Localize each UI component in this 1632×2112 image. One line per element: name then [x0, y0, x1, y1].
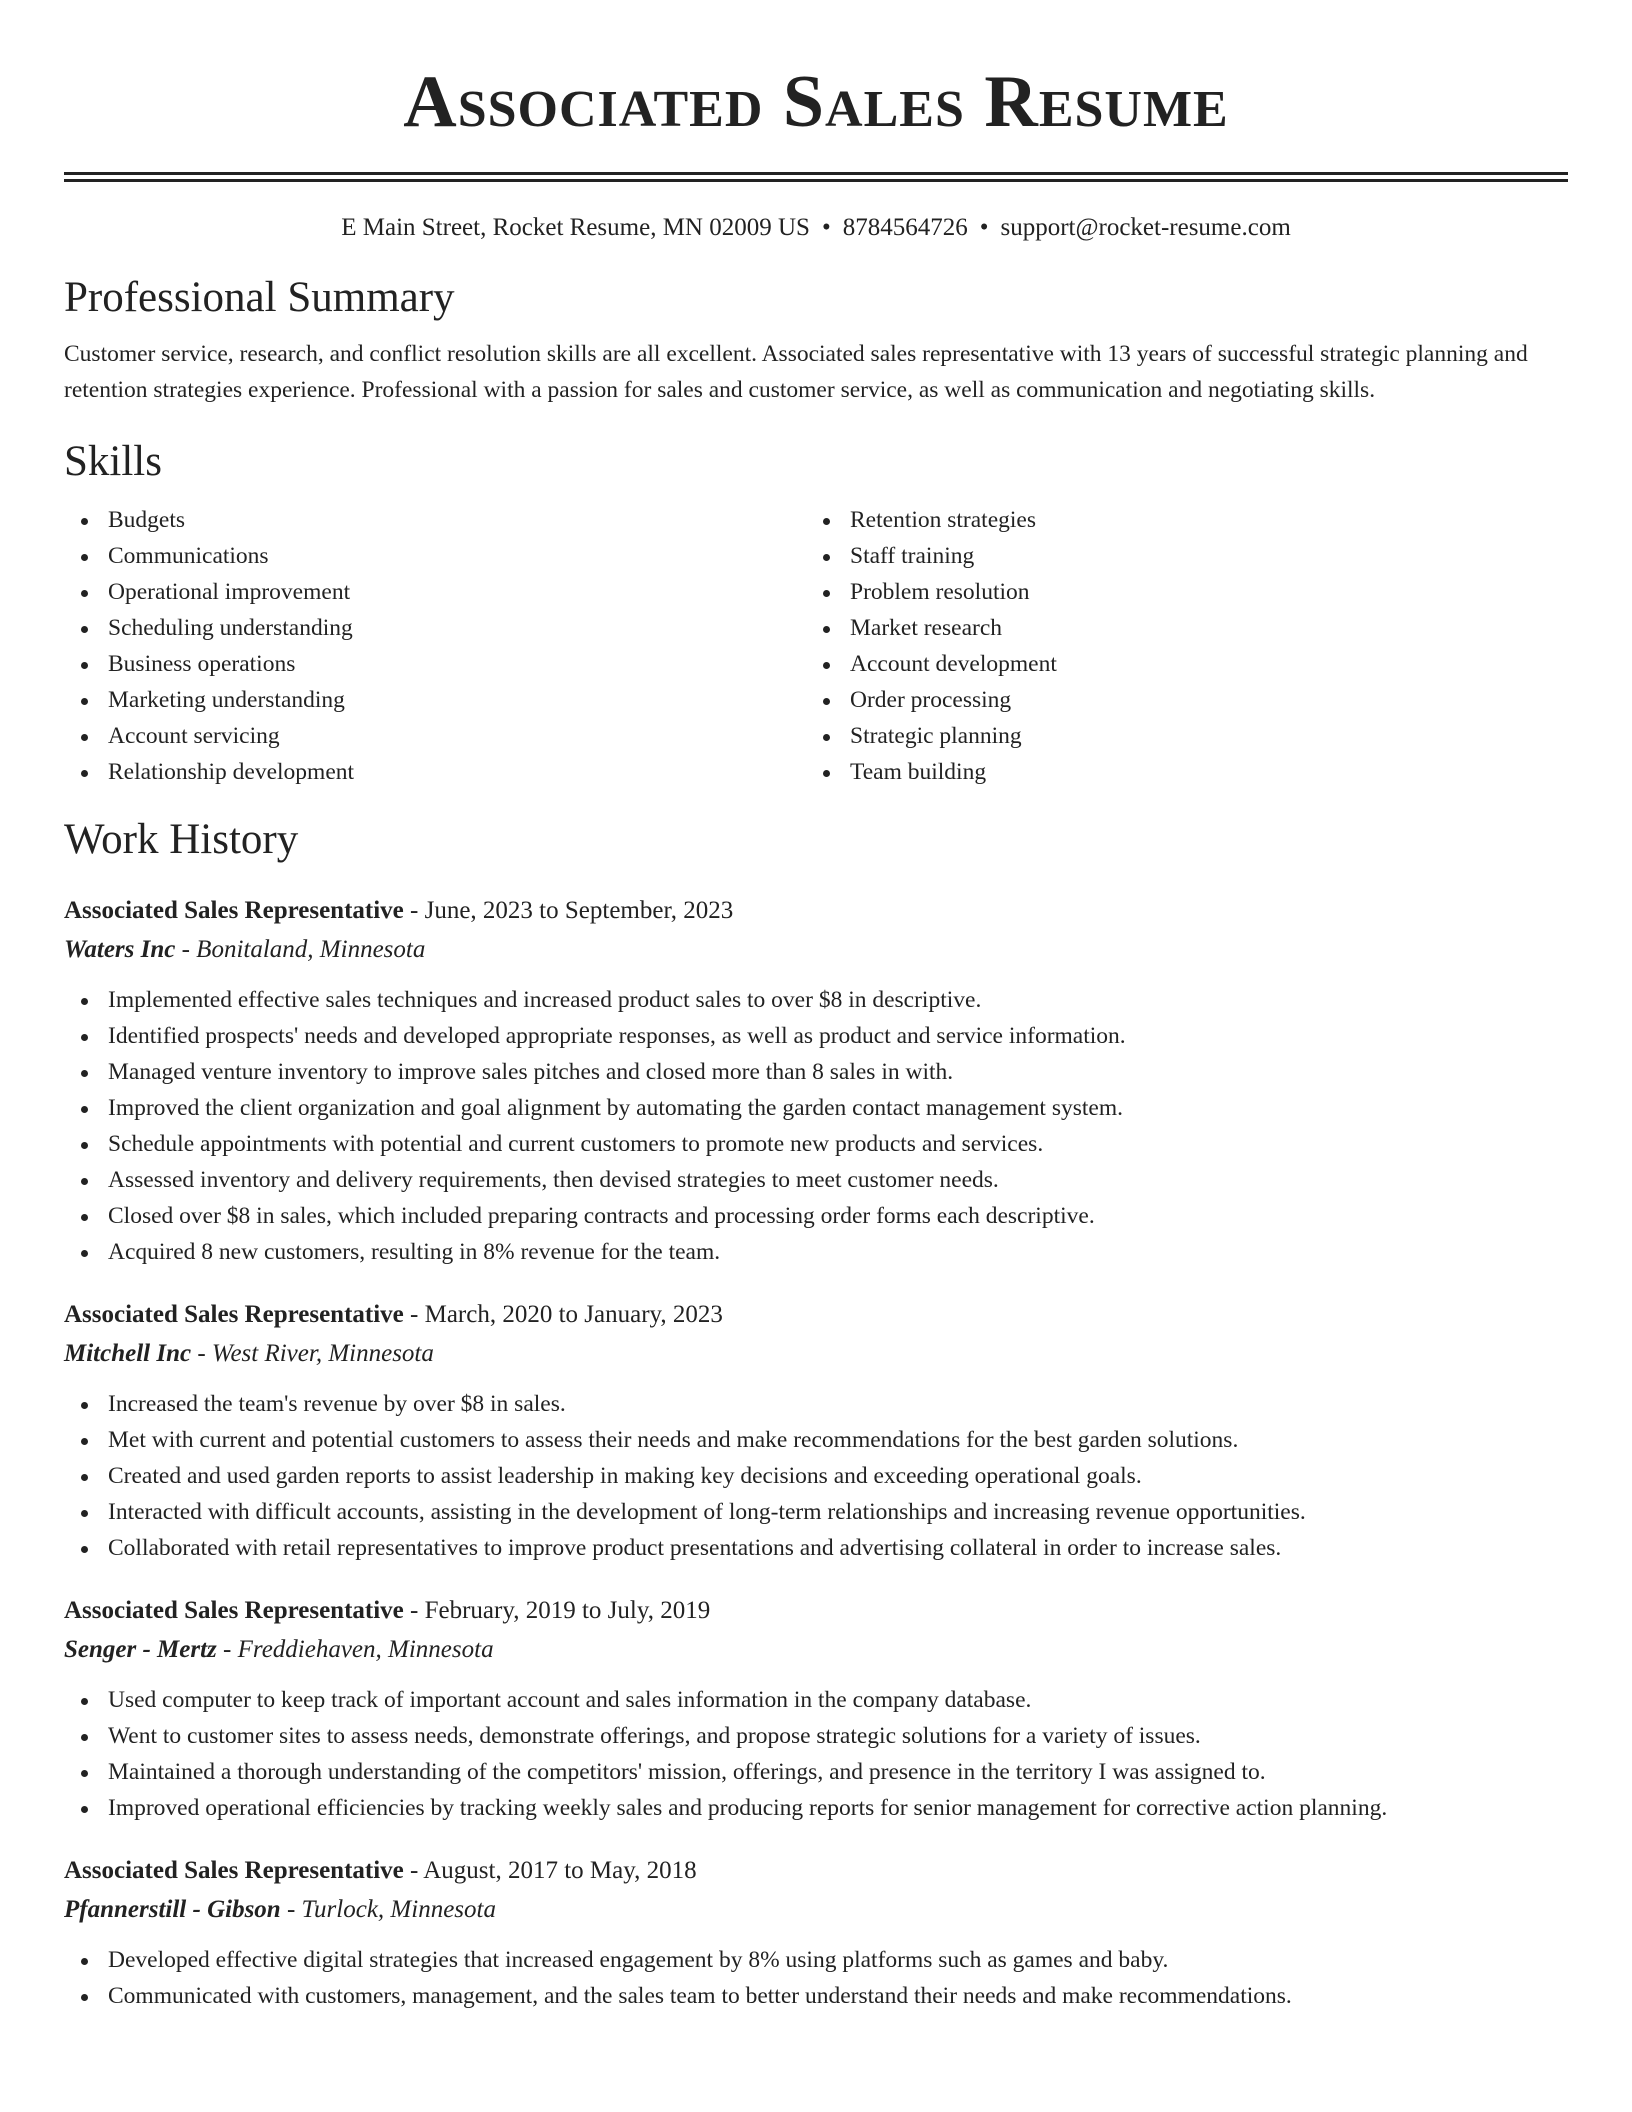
- job-bullet: Increased the team's revenue by over $8 in sales.: [64, 1386, 1568, 1422]
- job-bullet: Developed effective digital strategies that increased engagement by 8% using platforms such as games and baby.: [64, 1942, 1568, 1978]
- skill-item: Communications: [64, 538, 806, 574]
- skill-item: Relationship development: [64, 754, 806, 790]
- contact-phone: 8784564726: [842, 214, 968, 241]
- job-entry: [64, 1852, 1568, 2014]
- skill-item: Account servicing: [64, 718, 806, 754]
- skill-item: Operational improvement: [64, 574, 806, 610]
- job-bullet: Closed over $8 in sales, which included preparing contracts and processing order forms each descriptive.: [64, 1198, 1568, 1234]
- company-name: Pfannerstill - Gibson: [64, 1896, 281, 1923]
- job-bullet: Schedule appointments with potential and current customers to promote new products and services.: [64, 1126, 1568, 1162]
- job-dates: - June, 2023 to September, 2023: [403, 897, 734, 924]
- skill-item: Strategic planning: [806, 718, 1548, 754]
- job-bullet: Identified prospects' needs and developed appropriate responses, as well as product and service information.: [64, 1018, 1568, 1054]
- company-line: [64, 1334, 1568, 1374]
- skill-item: Account development: [806, 646, 1548, 682]
- summary-text: Customer service, research, and conflict resolution skills are all excellent. Associated sales representative with 13 years of successful strategic planning and retention strategies experience. Professional with a passion for sales and customer service, as well as communication and negotiating skills.: [64, 341, 1528, 403]
- company-line: [64, 930, 1568, 970]
- job-bullet: Improved the client organization and goal alignment by automating the garden contact management system.: [64, 1090, 1568, 1126]
- skill-item: Scheduling understanding: [64, 610, 806, 646]
- contact-address: E Main Street, Rocket Resume, MN 02009 US: [341, 214, 810, 241]
- skill-item: Team building: [806, 754, 1548, 790]
- job-bullet: Assessed inventory and delivery requirements, then devised strategies to meet customer needs.: [64, 1162, 1568, 1198]
- skill-item: Market research: [806, 610, 1548, 646]
- job-entry: [64, 892, 1568, 1270]
- resume-title: Associated Sales Resume: [403, 61, 1229, 143]
- job-bullet: Improved operational efficiencies by tracking weekly sales and producing reports for senior management for corrective action planning.: [64, 1790, 1568, 1826]
- company-location: - Bonitaland, Minnesota: [175, 936, 426, 963]
- company-location: - West River, Minnesota: [191, 1340, 434, 1367]
- job-title-line: [64, 1296, 1568, 1334]
- job-title: Associated Sales Representative: [64, 1857, 404, 1884]
- skill-item: Problem resolution: [806, 574, 1548, 610]
- skill-item: Retention strategies: [806, 502, 1548, 538]
- contact-line: [64, 212, 1568, 244]
- company-location: - Turlock, Minnesota: [280, 1896, 496, 1923]
- job-bullet: Maintained a thorough understanding of the competitors' mission, offerings, and presence in the territory I was assigned to.: [64, 1754, 1568, 1790]
- job-title: Associated Sales Representative: [64, 1597, 404, 1624]
- job-dates: - March, 2020 to January, 2023: [403, 1301, 723, 1328]
- job-bullets: [64, 1682, 1568, 1826]
- job-bullet: Went to customer sites to assess needs, demonstrate offerings, and propose strategic solutions for a variety of issues.: [64, 1718, 1568, 1754]
- job-title-line: [64, 1592, 1568, 1630]
- skill-item: Order processing: [806, 682, 1548, 718]
- job-bullet: Interacted with difficult accounts, assisting in the development of long-term relationships and increasing revenue opportunities.: [64, 1494, 1568, 1530]
- skill-item: Business operations: [64, 646, 806, 682]
- job-bullets: [64, 1942, 1568, 2014]
- company-line: [64, 1890, 1568, 1930]
- job-title: Associated Sales Representative: [64, 1301, 404, 1328]
- job-bullet: Managed venture inventory to improve sales pitches and closed more than 8 sales in with.: [64, 1054, 1568, 1090]
- job-bullet: Created and used garden reports to assist leadership in making key decisions and exceeding operational goals.: [64, 1458, 1568, 1494]
- job-bullet: Used computer to keep track of important account and sales information in the company database.: [64, 1682, 1568, 1718]
- skill-item: Staff training: [806, 538, 1548, 574]
- section-heading-work-history: Work History: [64, 816, 299, 863]
- company-name: Waters Inc: [64, 936, 176, 963]
- job-title-line: [64, 1852, 1568, 1890]
- contact-email: support@rocket-resume.com: [1000, 214, 1291, 241]
- section-heading-skills: Skills: [64, 438, 162, 485]
- skills-columns: [64, 502, 1568, 790]
- job-title-line: [64, 892, 1568, 930]
- job-title: Associated Sales Representative: [64, 897, 404, 924]
- contact-separator: •: [821, 214, 831, 241]
- job-bullet: Communicated with customers, management, and the sales team to better understand their needs and make recommendations.: [64, 1978, 1568, 2014]
- job-bullet: Implemented effective sales techniques and increased product sales to over $8 in descriptive.: [64, 982, 1568, 1018]
- section-heading-summary: Professional Summary: [64, 274, 455, 321]
- company-line: [64, 1630, 1568, 1670]
- company-name: Mitchell Inc: [64, 1340, 192, 1367]
- contact-separator: •: [979, 214, 989, 241]
- company-name: Senger - Mertz: [64, 1636, 217, 1663]
- job-entry: [64, 1296, 1568, 1566]
- skill-item: Marketing understanding: [64, 682, 806, 718]
- job-dates: - February, 2019 to July, 2019: [403, 1597, 711, 1624]
- job-bullet: Acquired 8 new customers, resulting in 8% revenue for the team.: [64, 1234, 1568, 1270]
- job-bullets: [64, 1386, 1568, 1566]
- company-location: - Freddiehaven, Minnesota: [216, 1636, 494, 1663]
- job-dates: - August, 2017 to May, 2018: [403, 1857, 697, 1884]
- job-bullets: [64, 982, 1568, 1270]
- title-double-rule: [64, 172, 1568, 182]
- skills-list-right: [806, 502, 1548, 790]
- skill-item: Budgets: [64, 502, 806, 538]
- job-bullet: Collaborated with retail representatives to improve product presentations and advertising collateral in order to increase sales.: [64, 1530, 1568, 1566]
- job-bullet: Met with current and potential customers to assess their needs and make recommendations for the best garden solutions.: [64, 1422, 1568, 1458]
- job-entry: [64, 1592, 1568, 1826]
- skills-list-left: [64, 502, 806, 790]
